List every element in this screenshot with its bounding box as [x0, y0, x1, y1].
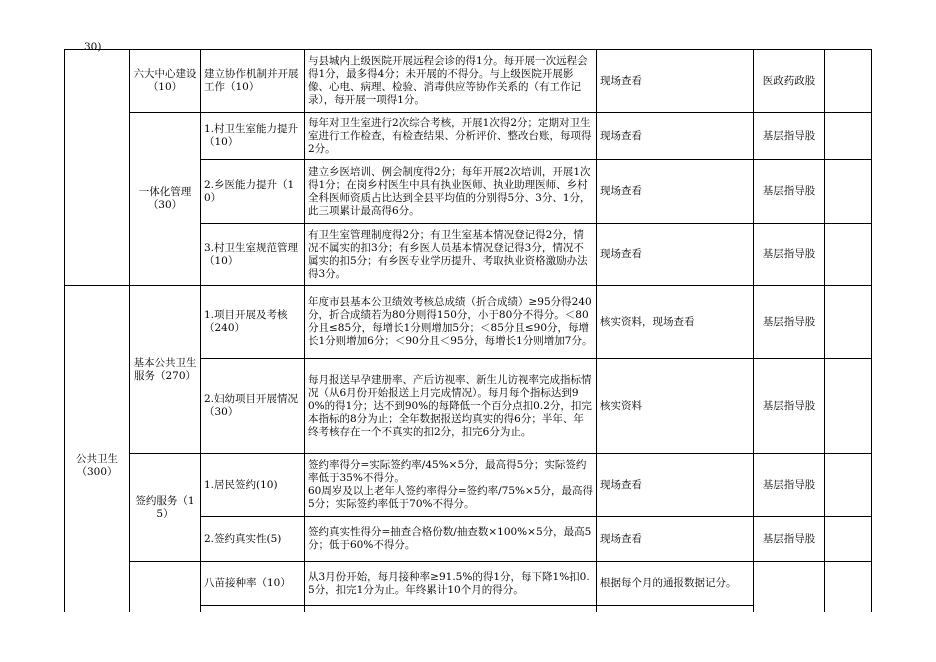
criteria-cell[interactable]: 签约真实性得分=抽查合格份数/抽查数×100%×5分，最高5分；低于60%不得分。	[305, 517, 597, 562]
criteria-cell[interactable]: 从3月份开始，每月接种率≥91.5%的得1分，每下降1%扣0.5分，扣完1分为止。年终累计10个月的得分。	[305, 562, 597, 606]
score-cell[interactable]	[825, 517, 872, 562]
department-cell[interactable]: 基层指导股	[754, 517, 825, 562]
method-cell[interactable]: 现场查看	[597, 160, 754, 224]
subcategory-cell[interactable]: 签约服务（15）	[130, 454, 201, 562]
assessment-table	[64, 49, 872, 646]
method-cell[interactable]: 现场查看	[597, 113, 754, 160]
criteria-cell[interactable]: 与县城内上级医院开展远程会诊的得1分。每开展一次远程会得1分，最多得4分；未开展的不得分。与上级医院开展影像、心电、病理、检验、消毒供应等协作关系的（有工作记录），每开展一项得1分。	[305, 50, 597, 113]
score-cell[interactable]	[825, 454, 872, 517]
table-row	[65, 562, 872, 606]
department-cell[interactable]: 基层指导股	[754, 359, 825, 454]
item-cell[interactable]: 2.妇幼项目开展情况（30）	[201, 359, 305, 454]
score-cell[interactable]	[825, 113, 872, 160]
criteria-cell[interactable]: 年度市县基本公卫绩效考核总成绩（折合成绩）≥95分得240分，折合成绩若为80分则得150分，小于80分不得分。＜80分且≤85分，每增长1分则增加5分；＜85分且≤90分，每增长1分则增加6分；＜90分且＜95分，每增长1分则增加7分。	[305, 286, 597, 359]
table-row	[65, 454, 872, 517]
department-cell[interactable]: 医政药政股	[754, 50, 825, 113]
item-cell[interactable]: 2.签约真实性(5)	[201, 517, 305, 562]
item-cell[interactable]: 1.项目开展及考核（240）	[201, 286, 305, 359]
score-cell[interactable]	[825, 224, 872, 286]
item-cell[interactable]: 建立协作机制并开展工作（10）	[201, 50, 305, 113]
subcategory-cell[interactable]: 基本公共卫生服务（270）	[130, 286, 201, 454]
criteria-cell[interactable]: 建立乡医培训、例会制度得2分；每年开展2次培训，开展1次得1分；在岗乡村医生中具有执业医师、执业助理医师、乡村全科医师资质占比达到全县平均值的分别得5分、3分、1分，此三项累计最高得6分。	[305, 160, 597, 224]
subcategory-cell[interactable]: 一体化管理（30）	[130, 113, 201, 286]
table-row	[65, 113, 872, 160]
table-row	[65, 286, 872, 359]
method-cell[interactable]: 核实资料	[597, 359, 754, 454]
score-cell[interactable]	[825, 160, 872, 224]
item-cell[interactable]: 1.村卫生室能力提升（10）	[201, 113, 305, 160]
method-cell[interactable]: 核实资料，现场查看	[597, 286, 754, 359]
department-cell[interactable]: 基层指导股	[754, 160, 825, 224]
method-cell[interactable]: 现场查看	[597, 50, 754, 113]
criteria-cell[interactable]: 每年对卫生室进行2次综合考核，开展1次得2分；定期对卫生室进行工作检查，有检查结果、分析评价、整改台账，每项得2分。	[305, 113, 597, 160]
criteria-cell[interactable]: 签约率得分=实际签约率/45%×5分，最高得5分；实际签约率低于35%不得分。 60周岁及以上老年人签约率得分=签约率/75%×5分，最高得5分；实际签约率低于70%不得分。	[305, 454, 597, 517]
page-cutoff-mask	[0, 612, 936, 662]
category-cell-empty[interactable]	[65, 50, 130, 286]
department-cell[interactable]: 基层指导股	[754, 224, 825, 286]
method-cell[interactable]: 现场查看	[597, 454, 754, 517]
table-row	[65, 50, 872, 113]
cut-off-cell-text: 30)	[84, 41, 102, 53]
item-cell[interactable]: 2.乡医能力提升（10）	[201, 160, 305, 224]
item-cell[interactable]: 八苗接种率（10）	[201, 562, 305, 606]
department-cell[interactable]: 基层指导股	[754, 454, 825, 517]
score-cell[interactable]	[825, 286, 872, 359]
department-cell[interactable]: 基层指导股	[754, 286, 825, 359]
item-cell[interactable]: 1.居民签约(10)	[201, 454, 305, 517]
score-cell[interactable]	[825, 50, 872, 113]
method-cell[interactable]: 现场查看	[597, 517, 754, 562]
category-cell[interactable]: 公共卫生（300）	[65, 286, 130, 646]
item-cell[interactable]: 3.村卫生室规范管理（10）	[201, 224, 305, 286]
criteria-cell[interactable]: 每月报送早孕建册率、产后访视率、新生儿访视率完成指标情况（从6月份开始报送上月完成情况）。每月每个指标达到90%的得1分；达不到90%的每降低一个百分点扣0.2分，扣完本指标的8分为止；全年数据报送均真实的得6分；半年、年终考核存在一个不真实的扣2分，扣完6分为止。	[305, 359, 597, 454]
department-cell[interactable]: 基层指导股	[754, 113, 825, 160]
method-cell[interactable]: 根据每个月的通报数据记分。	[597, 562, 754, 606]
criteria-cell[interactable]: 有卫生室管理制度得2分；有卫生室基本情况登记得2分，情况不属实的扣3分；有乡医人员基本情况登记得3分，情况不属实的扣5分；有乡医专业学历提升、考取执业资格激励办法得3分。	[305, 224, 597, 286]
subcategory-cell[interactable]: 六大中心建设（10）	[130, 50, 201, 113]
method-cell[interactable]: 现场查看	[597, 224, 754, 286]
score-cell[interactable]	[825, 359, 872, 454]
